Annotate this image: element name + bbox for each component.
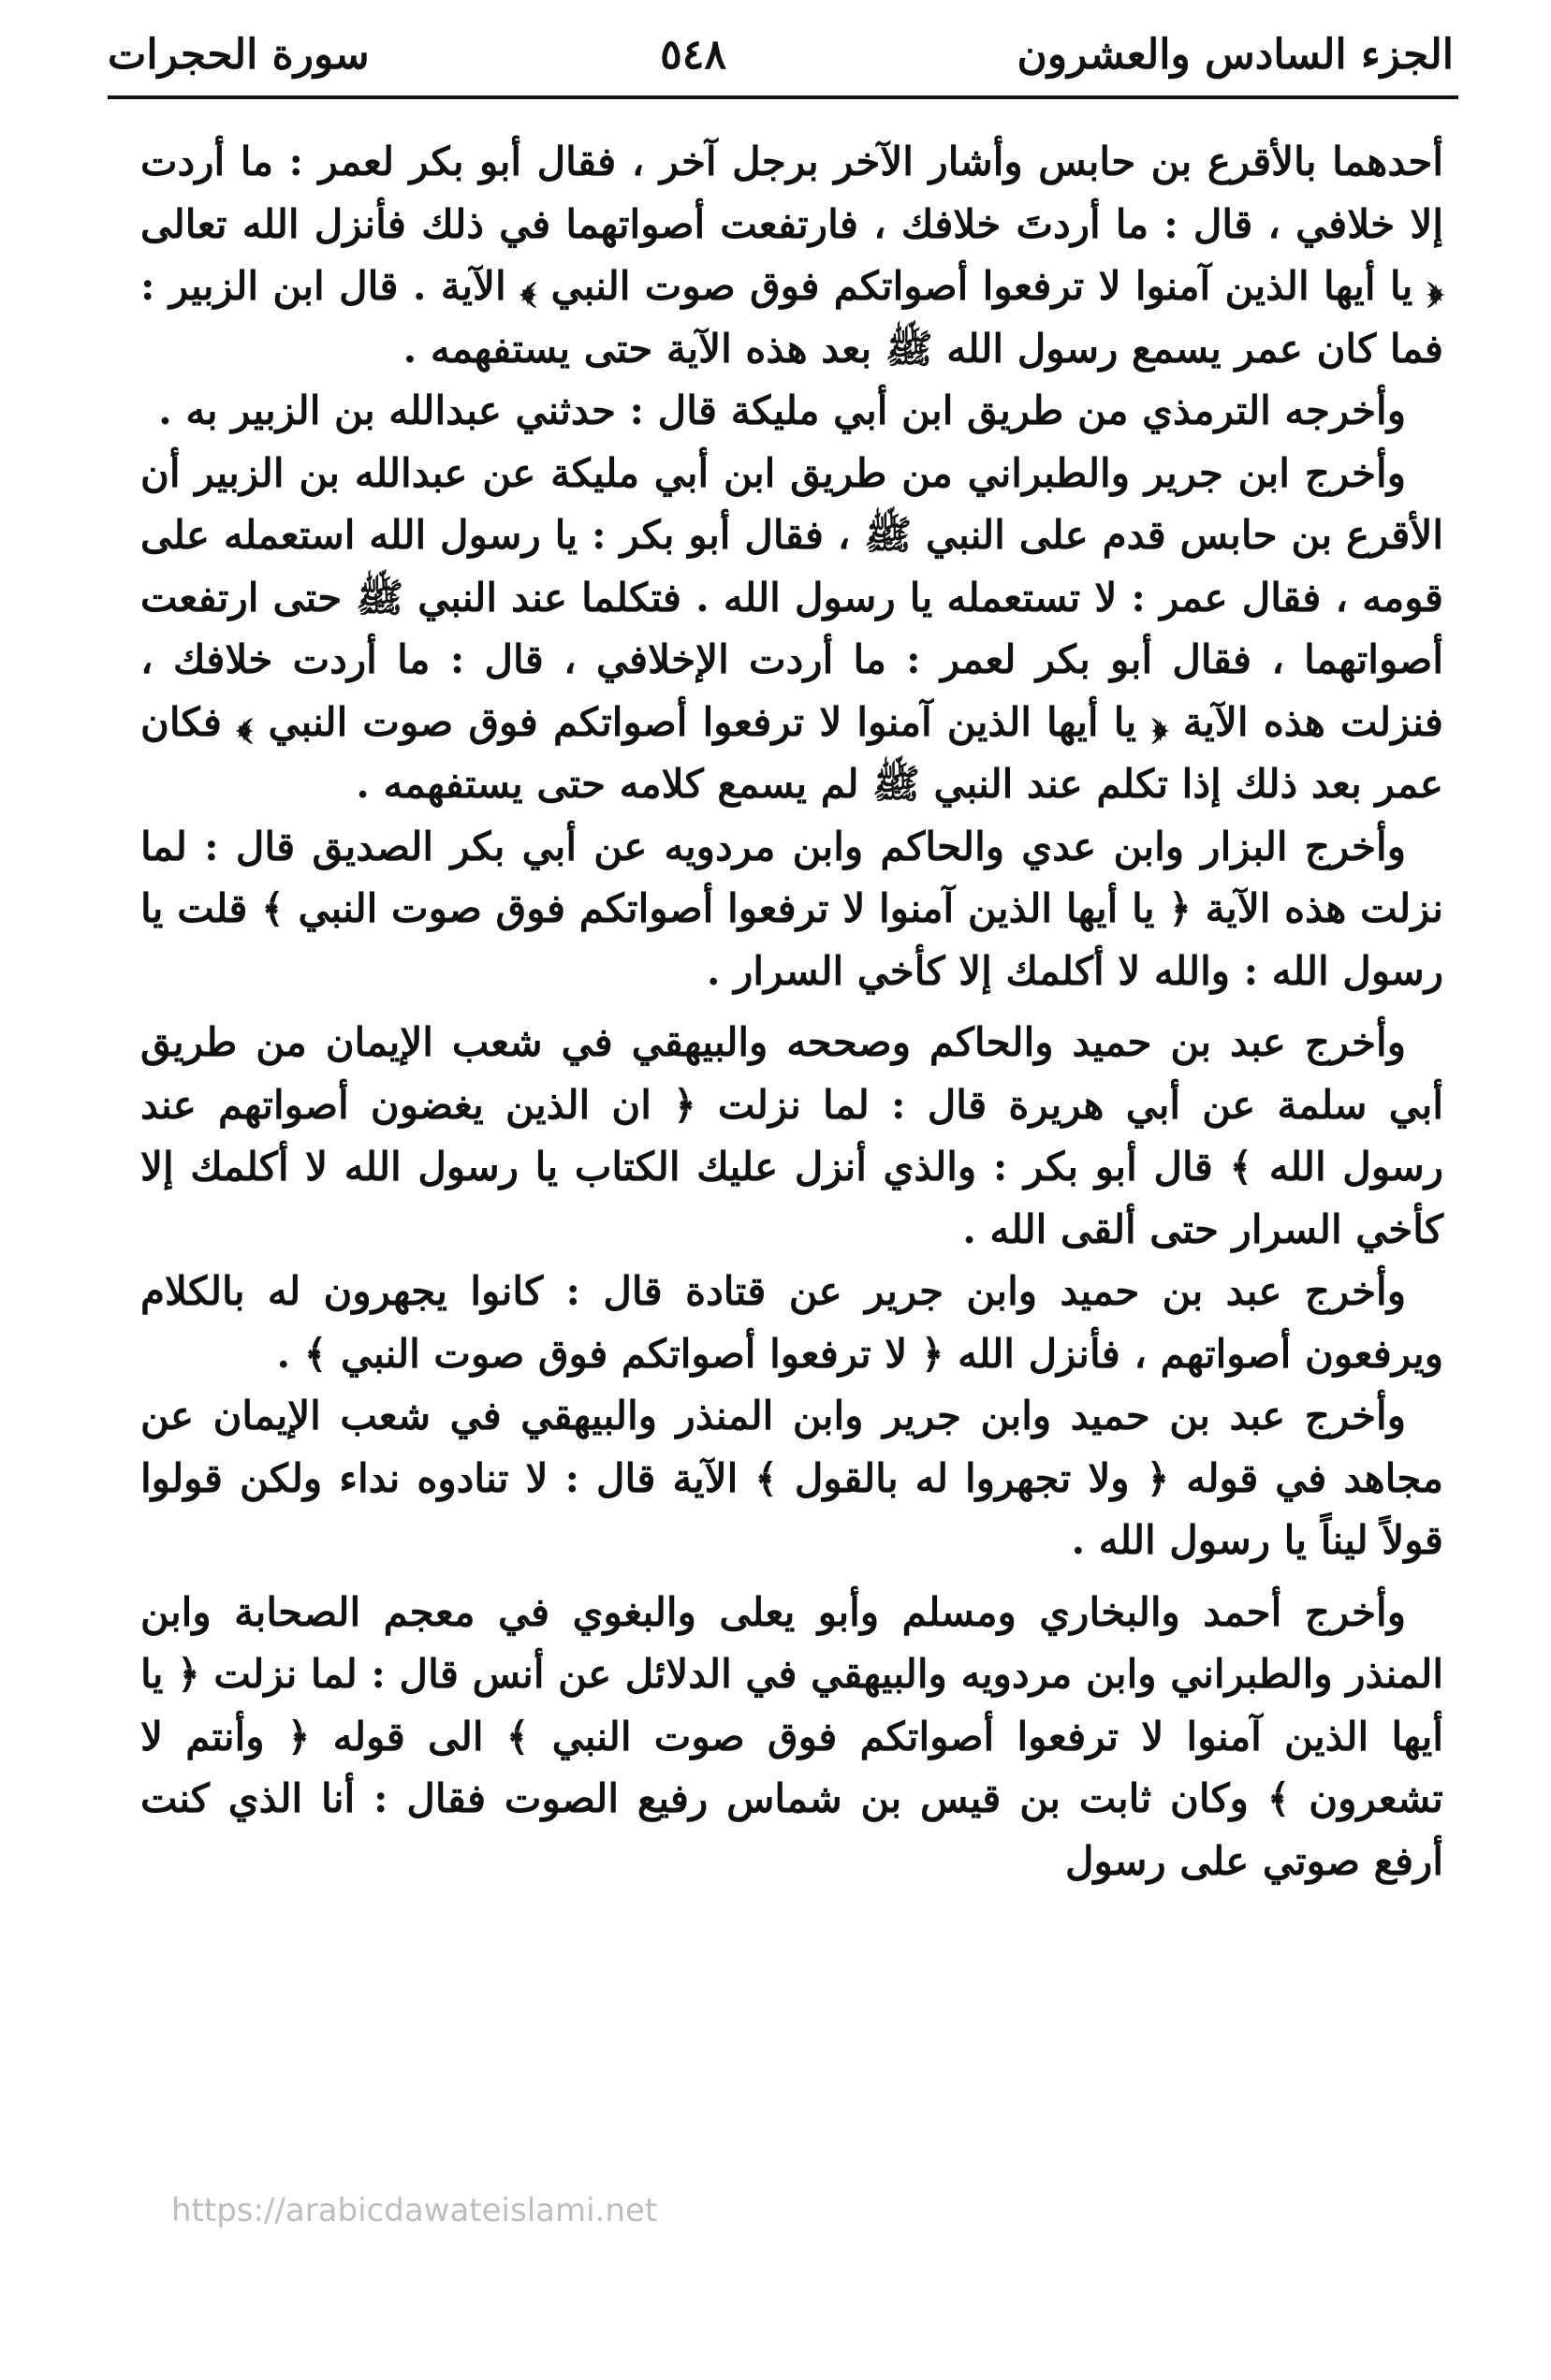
surah-title: سورة الحجرات: [108, 30, 370, 79]
paragraph-6: وأخرج عبد بن حميد وابن جرير عن قتادة قال : كانوا يجهرون له بالكلام ويرفعون أصواتهم ، فأنزل الله ﴿ لا ترفعوا أصواتكم فوق صوت النبي ﴾ .: [140, 1268, 1443, 1377]
paragraph-2: وأخرجه الترمذي من طريق ابن أبي مليكة قال : حدثني عبدالله بن الزبير به .: [158, 387, 1406, 433]
page-body: [140, 131, 1443, 1892]
juz-title: الجزء السادس والعشرون: [1017, 30, 1454, 79]
page-header: [108, 17, 1454, 92]
watermark-url: https://arabicdawateislami.net: [171, 2192, 658, 2229]
paragraph-3: وأخرج ابن جرير والطبراني من طريق ابن أبي مليكة عن عبدالله بن الزبير أن الأقرع بن حابس قدم على النبي ﷺ ، فقال أبو بكر : يا رسول الله استعمله على قومه ، فقال عمر : لا تستعمله يا رسول الله . فتكلما عند النبي ﷺ حتى ارتفعت أصواتهما ، فقال أبو بكر لعمر : ما أردت الإخلافي ، قال : ما أردت خلافك ، فنزلت هذه الآية ﴿ يا أيها الذين آمنوا لا ترفعوا أصواتكم فوق صوت النبي ﴾ فكان عمر بعد ذلك إذا تكلم عند النبي ﷺ لم يسمع كلامه حتى يستفهمه .: [140, 449, 1443, 807]
header-rule: [108, 95, 1458, 99]
page-number: ٥٤٨: [660, 30, 727, 79]
paragraph-5: وأخرج عبد بن حميد والحاكم وصححه والبيهقي في شعب الإيمان من طريق أبي سلمة عن أبي هريرة قال : لما نزلت ﴿ ان الذين يغضون أصواتهم عند رسول الله ﴾ قال أبو بكر : والذي أنزل عليك الكتاب يا رسول الله لا أكلمك إلا كأخي السرار حتى ألقى الله .: [140, 1019, 1443, 1252]
paragraph-1: أحدهما بالأقرع بن حابس وأشار الآخر برجل آخر ، فقال أبو بكر لعمر : ما أردت إلا خلافي ، قال : ما أردتَ خلافك ، فارتفعت أصواتهما في ذلك فأنزل الله تعالى ﴿ يا أيها الذين آمنوا لا ترفعوا أصواتكم فوق صوت النبي ﴾ الآية . قال ابن الزبير : فما كان عمر يسمع رسول الله ﷺ بعد هذه الآية حتى يستفهمه .: [140, 139, 1443, 372]
paragraph-4: وأخرج البزار وابن عدي والحاكم وابن مردويه عن أبي بكر الصديق قال : لما نزلت هذه الآية ﴿ يا أيها الذين آمنوا لا ترفعوا أصواتكم فوق صوت النبي ﴾ قلت يا رسول الله : والله لا أكلمك إلا كأخي السرار .: [140, 823, 1443, 994]
paragraph-8: وأخرج أحمد والبخاري ومسلم وأبو يعلى والبغوي في معجم الصحابة وابن المنذر والطبراني وابن مردويه والبيهقي في الدلائل عن أنس قال : لما نزلت ﴿ يا أيها الذين آمنوا لا ترفعوا أصواتكم فوق صوت النبي ﴾ الى قوله ﴿ وأنتم لا تشعرون ﴾ وكان ثابت بن قيس بن شماس رفيع الصوت فقال : أنا الذي كنت أرفع صوتي على رسول: [140, 1588, 1443, 1884]
paragraph-7: وأخرج عبد بن حميد وابن جرير وابن المنذر والبيهقي في شعب الإيمان عن مجاهد في قوله ﴿ ولا تجهروا له بالقول ﴾ الآية قال : لا تنادوه نداء ولكن قولوا قولاً ليناً يا رسول الله .: [140, 1393, 1443, 1563]
